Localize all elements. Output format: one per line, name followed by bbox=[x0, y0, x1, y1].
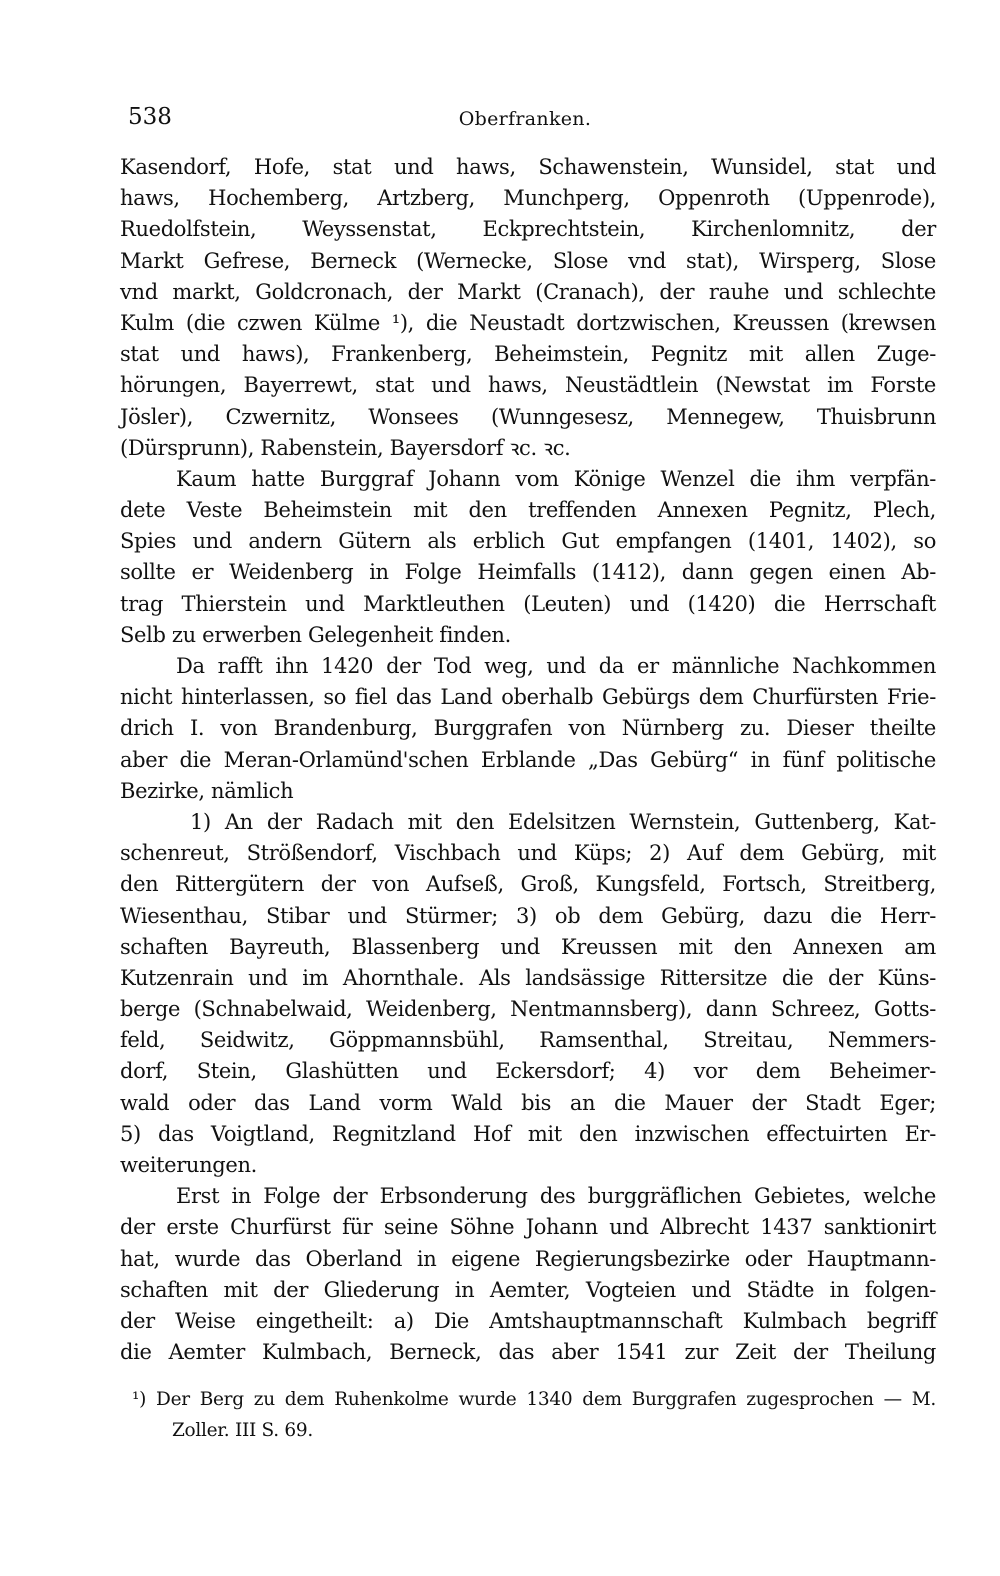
text-line: nicht hinterlassen, so fiel das Land oberhalb Gebürgs dem Churfürsten Frie- bbox=[120, 685, 936, 710]
text-line: Ruedolfstein, Weyssenstat, Eckprechtstein, Kirchenlomnitz, der bbox=[120, 217, 936, 242]
text-line: der Weise eingetheilt: a) Die Amtshauptmannschaft Kulmbach begriff bbox=[120, 1308, 936, 1333]
text-line: weiterungen. bbox=[120, 1153, 257, 1177]
text-line: schaften Bayreuth, Blassenberg und Kreussen mit den Annexen am bbox=[120, 934, 936, 959]
body-text bbox=[120, 152, 936, 1368]
footnote-text: Der Berg zu dem Ruhenkolme wurde 1340 dem Burggrafen zugesprochen — M. bbox=[156, 1389, 936, 1410]
footnote-line: Zoller. III S. 69. bbox=[172, 1420, 313, 1441]
text-line: hörungen, Bayerrewt, stat und haws, Neustädtlein (Newstat im Forste bbox=[120, 373, 936, 398]
text-line: Jösler), Czwernitz, Wonsees (Wunngesesz, Mennegew, Thuisbrunn bbox=[120, 404, 936, 429]
text-line: schenreut, Strößendorf, Vischbach und Küps; 2) Auf dem Gebürg, mit bbox=[120, 841, 936, 866]
text-line: drich I. von Brandenburg, Burggrafen von Nürnberg zu. Dieser theilte bbox=[120, 716, 936, 741]
text-line: vnd markt, Goldcronach, der Markt (Cranach), der rauhe und schlechte bbox=[120, 279, 936, 304]
footnote-line bbox=[132, 1384, 936, 1415]
text-line: 5) das Voigtland, Regnitzland Hof mit den inzwischen effectuirten Er- bbox=[120, 1121, 936, 1146]
text-line: aber die Meran-Orlamünd'schen Erblande „Das Gebürg“ in fünf politische bbox=[120, 747, 936, 772]
text-line: trag Thierstein und Marktleuthen (Leuten) und (1420) die Herrschaft bbox=[120, 591, 936, 616]
text-line: Kaum hatte Burggraf Johann vom Könige Wenzel die ihm verpfän- bbox=[176, 466, 936, 491]
text-line: Da rafft ihn 1420 der Tod weg, und da er männliche Nachkommen bbox=[176, 654, 936, 678]
text-line: sollte er Weidenberg in Folge Heimfalls (1412), dann gegen einen Ab- bbox=[120, 560, 936, 585]
text-line: stat und haws), Frankenberg, Beheimstein, Pegnitz mit allen Zuge- bbox=[120, 342, 936, 367]
text-line: haws, Hochemberg, Artzberg, Munchperg, Oppenroth (Uppenrode), bbox=[120, 186, 936, 211]
text-line: dorf, Stein, Glashütten und Eckersdorf; 4) vor dem Beheimer- bbox=[120, 1059, 936, 1084]
text-line: Kasendorf, Hofe, stat und haws, Schawenstein, Wunsidel, stat und bbox=[120, 155, 936, 179]
text-line: Kulm (die czwen Külme ¹), die Neustadt dortzwischen, Kreussen (krewsen bbox=[120, 310, 936, 335]
text-line: (Dürsprunn), Rabenstein, Bayersdorf ꝛc. ꝛc. bbox=[120, 435, 571, 460]
text-line: feld, Seidwitz, Göppmannsbühl, Ramsenthal, Streitau, Nemmers- bbox=[120, 1028, 936, 1053]
page-number: 538 bbox=[128, 104, 172, 130]
text-line: dete Veste Beheimstein mit den treffenden Annexen Pegnitz, Plech, bbox=[120, 498, 936, 523]
page-header bbox=[122, 104, 928, 138]
footnote bbox=[132, 1384, 936, 1446]
text-line: die Aemter Kulmbach, Berneck, das aber 1541 zur Zeit der Theilung bbox=[120, 1340, 936, 1365]
text-line: wald oder das Land vorm Wald bis an die Mauer der Stadt Eger; bbox=[120, 1090, 936, 1115]
text-line: Kutzenrain und im Ahornthale. Als landsässige Rittersitze die der Küns- bbox=[120, 965, 936, 990]
text-line: Selb zu erwerben Gelegenheit finden. bbox=[120, 622, 511, 647]
text-line: Markt Gefrese, Berneck (Wernecke, Slose vnd stat), Wirsperg, Slose bbox=[120, 248, 936, 273]
text-line: berge (Schnabelwaid, Weidenberg, Nentmannsberg), dann Schreez, Gotts- bbox=[120, 997, 936, 1022]
text-line: Wiesenthau, Stibar und Stürmer; 3) ob dem Gebürg, dazu die Herr- bbox=[120, 903, 936, 928]
text-line: der erste Churfürst für seine Söhne Johann und Albrecht 1437 sanktionirt bbox=[120, 1215, 936, 1240]
text-line: Erst in Folge der Erbsonderung des burggräflichen Gebietes, welche bbox=[176, 1184, 936, 1209]
text-line: den Rittergütern der von Aufseß, Groß, Kungsfeld, Fortsch, Streitberg, bbox=[120, 872, 936, 897]
text-line: schaften mit der Gliederung in Aemter, Vogteien und Städte in folgen- bbox=[120, 1277, 936, 1302]
text-line: Bezirke, nämlich bbox=[120, 778, 294, 803]
text-line: hat, wurde das Oberland in eigene Regierungsbezirke oder Hauptmann- bbox=[120, 1246, 936, 1271]
text-line: Spies und andern Gütern als erblich Gut empfangen (1401, 1402), so bbox=[120, 529, 936, 554]
text-line: 1) An der Radach mit den Edelsitzen Wernstein, Guttenberg, Kat- bbox=[190, 809, 936, 834]
running-title: Oberfranken. bbox=[458, 108, 592, 130]
footnote-marker: ¹) bbox=[132, 1389, 147, 1410]
